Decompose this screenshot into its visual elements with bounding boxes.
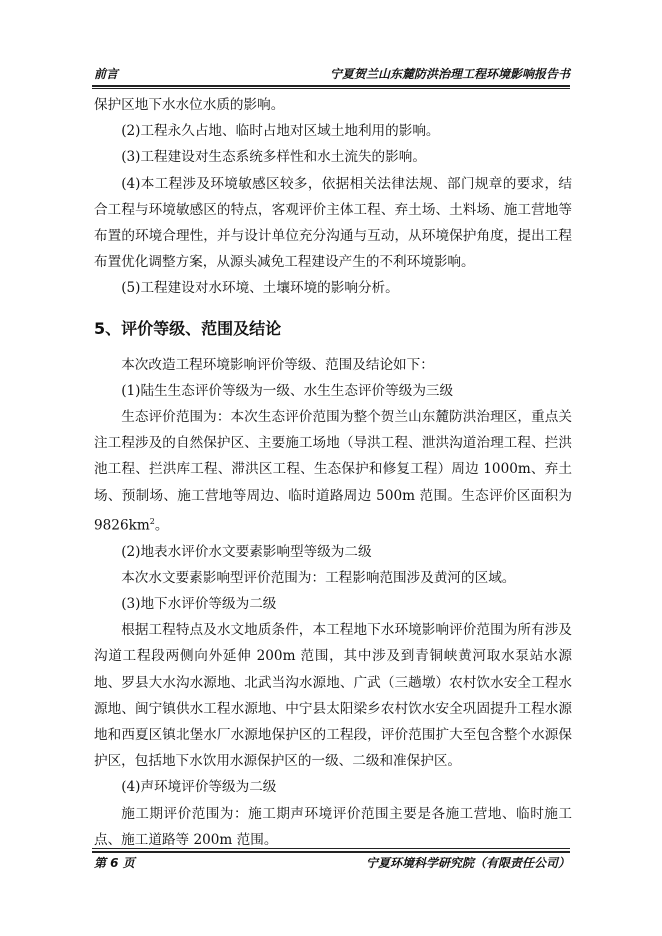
- header-report-title: 宁夏贺兰山东麓防洪治理工程环境影响报告书: [329, 67, 570, 81]
- page-number: 第 6 页: [94, 856, 135, 870]
- document-body: [94, 92, 572, 853]
- footer-rule: [92, 851, 570, 853]
- section-intro: 本次改造工程环境影响评价等级、范围及结论如下：: [121, 356, 434, 373]
- paragraph-item-5: (5)工程建设对水环境、土壤环境的影响分析。: [121, 280, 399, 297]
- footer-rule-thin: [92, 848, 570, 849]
- area-unit-superscript: 2: [149, 516, 155, 526]
- header-rule-thin: [92, 88, 570, 89]
- paragraph-item-2: (2)工程永久占地、临时占地对区域土地利用的影响。: [121, 123, 440, 140]
- ecology-scope-paragraph: [94, 404, 572, 539]
- footer-institution: 宁夏环境科学研究院（有限责任公司）: [365, 856, 570, 870]
- header-section-title: 前言: [94, 67, 119, 81]
- section-heading: 5、评价等级、范围及结论: [94, 318, 282, 338]
- page-header: [94, 66, 570, 86]
- ecology-scope-end: 。: [154, 517, 169, 534]
- surface-water-scope: 本次水文要素影响型评价范围为：工程影响范围涉及黄河的区域。: [121, 569, 516, 586]
- paragraph-item-3: (3)工程建设对生态系统多样性和水土流失的影响。: [121, 149, 426, 166]
- ecology-scope-text: 生态评价范围为：本次生态评价范围为整个贺兰山东麓防洪治理区，重点关注工程涉及的自然保护区、主要施工场地（导洪工程、泄洪沟道治理工程、拦洪池工程、拦洪库工程、滞洪区工程、生态保护和修复工程）周边 1000m、弃土场、预制场、施工营地等周边、临时道路周边 500m 范围。生态评价区面积为 9826km: [94, 409, 572, 534]
- page-footer: [94, 854, 570, 872]
- paragraph-item-4: (4)本工程涉及环境敏感区较多，依据相关法律法规、部门规章的要求，结合工程与环境敏感区的特点，客观评价主体工程、弃土场、土料场、施工营地等布置的环境合理性，并与设计单位充分沟通与互动，从环境保护角度，提出工程布置优化调整方案，从源头减免工程建设产生的不利环境影响。: [94, 175, 572, 271]
- groundwater-scope: 根据工程特点及水文地质条件，本工程地下水环境影响评价范围为所有涉及沟道工程段两侧向外延伸 200m 范围，其中涉及到青铜峡黄河取水泵站水源地、罗县大水沟水源地、北武当沟水源地、广武（三趟墩）农村饮水安全工程水源地、闽宁镇供水工程水源地、中宁县太阳梁乡农村饮水安全巩固提升工程水源地和西夏区镇北堡水厂水源地保护区的工程段，评价范围扩大至包含整个水源保护区，包括地下水饮用水源保护区的一级、二级和准保护区。: [94, 622, 572, 770]
- surface-water-level-title: (2)地表水评价水文要素影响型等级为二级: [121, 543, 372, 560]
- header-rule: [92, 85, 570, 87]
- ecology-level-title: (1)陆生生态评价等级为一级、水生生态评价等级为三级: [121, 382, 454, 399]
- groundwater-level-title: (3)地下水评价等级为二级: [121, 595, 277, 612]
- paragraph-continuation: 保护区地下水水位水质的影响。: [94, 97, 285, 113]
- acoustic-level-title: (4)声环境评价等级为二级: [121, 779, 277, 796]
- acoustic-scope: 施工期评价范围为：施工期声环境评价范围主要是各施工营地、临时施工点、施工道路等 200m 范围。: [94, 805, 572, 848]
